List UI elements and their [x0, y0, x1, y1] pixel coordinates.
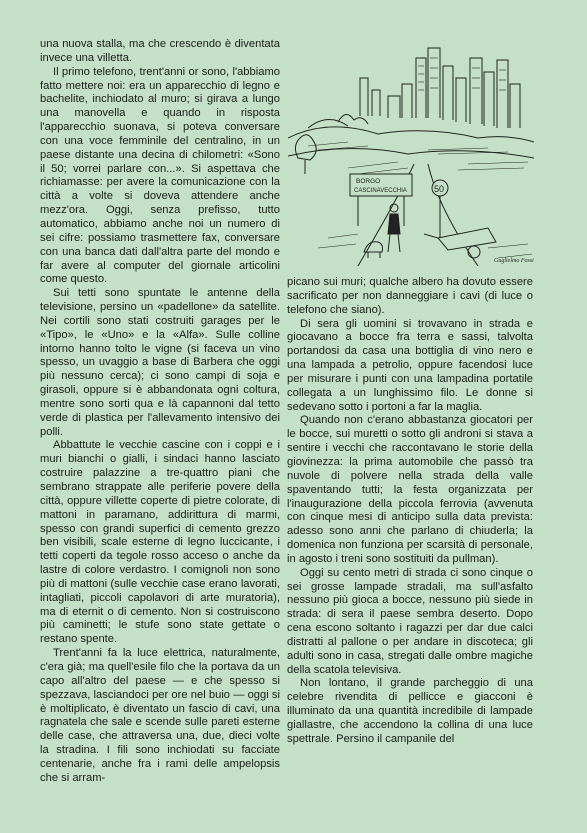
speed-limit-sign: [432, 180, 448, 238]
paragraph: Il primo telefono, trent'anni or sono, l'abbiamo fatto mettere noi: era un apparecchio di legno e bachelite, inchiodato al muro; si girava a lungo una manovella e quando in risposta l'apparecchio suonava, si poteva conversare con una voce femminile del centralino, in un paese distante una decina di chilometri: «Sono il 50; vorrei parlare con...». Si aspettava che richiamasse: per avere la comunicazione con la città a volte si doveva attendere anche mezz'ora. Oggi, senza prefisso, tutto automatico, abbiamo anche noi un numero di sei cifre: possiamo trasmettere fax, conversare con una banca dati dall'altra parte del mondo e far avere al computer del giornale articolini come questo.: [40, 65, 280, 286]
paragraph: Di sera gli uomini si trovavano in strada e giocavano a bocce fra terra e sassi, talvolta portandosi da casa una bottiglia di vino nero e una lampada a petrolio, oppure facendosi luce per misurare i punti con una lampadina portatile collegata a un lunghissimo filo. Le donne si sedevano sotto i portoni a far la maglia.: [287, 317, 533, 413]
tree-drawing: [295, 135, 316, 160]
wheelbarrow-drawing: [424, 228, 496, 258]
artist-signature: Guglielmo Fossi: [494, 258, 534, 264]
paragraph: Abbattute le vecchie cascine con i coppi e i muri bianchi o gialli, i sindaci hanno lasciato costruire palazzine a tre-quattro piani che sembrano strappate alle periferie povere della città, oppure villette coperte di pietre colorate, di mattoni in paramano, addirittura di marmi, spesso con grandi superfici di cemento grezzo ben visibili, scale esterne di legno luccicante, i tetti coperti da tegole rosso acceso o anche da lastre di colore verdastro. I comignoli non sono più di mattoni (sulle vecchie case erano lavorati, intagliati, piccoli capolavori di arte muratoria), ma di eternit o di cemento. Non si costruiscono più caminetti; le stufe sono state gettate o restano spente.: [40, 439, 280, 646]
paragraph: Trent'anni fa la luce elettrica, naturalmente, c'era già; ma quell'esile filo che la portava da un capo all'altro del paese — e che spesso si spezzava, lasciandoci per ore nel buio — oggi si è moltiplicato, è diventato un fascio di cavi, una ragnatela che sale e scende sulle pareti esterne delle case, che attraversa una, due, dieci volte la stradina. I fili sono inchiodati su facciate centenarie, anche fra i rami delle ampelopsis che si arram-: [40, 647, 280, 784]
paragraph: picano sui muri; qualche albero ha dovuto essere sacrificato per non danneggiare i cavi (di luce o telefono che siano).: [287, 276, 533, 316]
paragraph: Non lontano, il grande parcheggio di una celebre rivendita di pellicce e giacconi è illuminato da una quantità incredibile di lampade giallastre, che accendono la collina di una luce spettrale. Persino il campanile del: [287, 677, 533, 745]
sign-line: BORGO: [356, 178, 381, 185]
right-column: [287, 276, 533, 747]
village-illustration: [288, 38, 534, 266]
paragraph: una nuova stalla, ma che crescendo è diventata invece una villetta.: [40, 38, 280, 64]
paragraph: Quando non c'erano abbastanza giocatori per le bocce, sui muretti o sotto gli androni si stava a sentire i vecchi che raccontavano le storie della giovinezza: la prima automobile che passò tra nuvole di polvere nella strada della valle spaventando tutti; la festa organizzata per l'inaugurazione della piccola ferrovia (avvenuta con cinque mesi di anticipo sulla data prevista: adesso sono anni che parlano di chiuderla; la domenica non funziona per scarsità di personale, in agosto i treni sono sostituiti da pullman).: [287, 414, 533, 565]
paragraph: Sui tetti sono spuntate le antenne della televisione, persino un «padellone» da satellite. Nei cortili sono stati costruiti garages per le «Tipo», le «Uno» e la «Alfa». Sulle colline intorno hanno tolto le vigne (si faceva un vino spesso, un uvaggio a base di Barbera che oggi più nessuno cerca); ci sono campi di soja e girasoli, oppure si è abbandonata ogni coltura, mentre sono sorti qua e là capannoni dal tetto verde di plastica per l'allevamento intensivo dei polli.: [40, 287, 280, 438]
hill-line: [288, 127, 534, 142]
left-column: [40, 38, 280, 786]
sign-line: CASCINAVECCHIA: [354, 188, 407, 194]
paragraph: Oggi su cento metri di strada ci sono cinque o sei grosse lampade stradali, ma sull'asfalto nessuno più gioca a bocce, nessuno più siede in strada: di sera il paese sembra deserto. Dopo cena escono soltanto i ragazzi per dar due calci distratti al pallone o per andare in discoteca; gli adulti sono in casa, stregati dalle ombre magiche della scatola televisiva.: [287, 566, 533, 676]
figure-drawing: [364, 204, 400, 258]
illustration-drawing: [288, 38, 534, 266]
road-edge: [428, 164, 478, 266]
svg-text:50: 50: [434, 184, 445, 194]
village-sign: [350, 174, 412, 226]
city-skyline-drawing: [308, 48, 520, 128]
